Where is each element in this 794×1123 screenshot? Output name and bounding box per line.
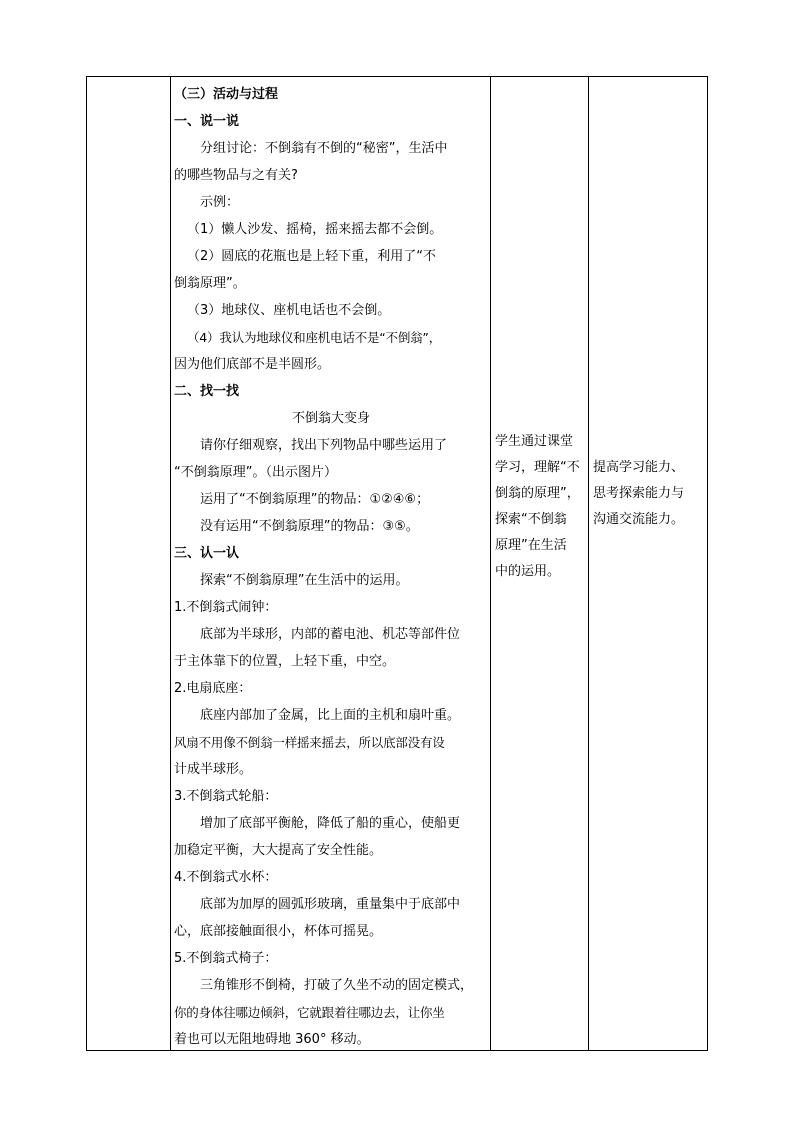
student-activity-line: 原理”在生活 xyxy=(495,538,567,553)
content-line: 2.电扇底座： xyxy=(174,681,252,696)
student-activity-line: 学习，理解“不 xyxy=(495,460,580,475)
content-line: 倒翁原理”。 xyxy=(174,276,246,291)
content-line: 示例： xyxy=(200,195,240,210)
content-line: 的哪些物品与之有关? xyxy=(174,168,298,183)
content-line: 探索“不倒翁原理”在生活中的运用。 xyxy=(200,573,409,588)
student-activity-line: 学生通过课堂 xyxy=(495,434,574,449)
content-line: 3.不倒翁式轮船： xyxy=(174,789,278,804)
content-line: 计成半球形。 xyxy=(174,762,253,777)
design-intent-line: 思考探索能力与 xyxy=(593,486,685,501)
student-activity-line: 中的运用。 xyxy=(495,564,561,579)
content-line: 底座内部加了金属，比上面的主机和扇叶重。 xyxy=(200,708,461,723)
content-line: 于主体靠下的位置，上轻下重，中空。 xyxy=(174,654,396,669)
content-line: 二、找一找 xyxy=(174,384,240,399)
content-line: 三角锥形不倒椅，打破了久坐不动的固定模式， xyxy=(200,978,474,993)
design-intent-column xyxy=(589,455,715,533)
content-line: 三、认一认 xyxy=(174,546,240,561)
content-line: 5.不倒翁式椅子： xyxy=(174,951,278,966)
content-line: 因为他们底部不是半圆形。 xyxy=(174,357,331,372)
content-line: “不倒翁原理”。（出示图片） xyxy=(174,465,337,480)
content-line: 着也可以无阻地碍地 360° 移动。 xyxy=(174,1032,370,1047)
content-line: 没有运用“不倒翁原理”的物品：③⑤。 xyxy=(200,519,419,534)
content-line: 心，底部接触面很小，杯体可摇晃。 xyxy=(174,924,383,939)
content-line: 分组讨论：不倒翁有不倒的“秘密”，生活中 xyxy=(200,141,448,156)
content-line: 底部为加厚的圆弧形玻璃，重量集中于底部中 xyxy=(200,897,461,912)
content-line: 一、说一说 xyxy=(174,114,240,129)
design-intent-line: 沟通交流能力。 xyxy=(593,512,685,527)
content-line: 1.不倒翁式闹钟： xyxy=(174,600,278,615)
empty-first-column xyxy=(87,77,170,1050)
content-line: 风扇不用像不倒翁一样摇来摇去，所以底部没有设 xyxy=(174,735,445,750)
content-line: （三）活动与过程 xyxy=(174,87,279,102)
content-line: 加稳定平衡，大大提高了安全性能。 xyxy=(174,843,383,858)
content-line: 增加了底部平衡舱，降低了船的重心，使船更 xyxy=(200,816,461,831)
content-line: （2）圆底的花瓶也是上轻下重，利用了“不 xyxy=(187,249,437,264)
content-line: 4.不倒翁式水杯： xyxy=(174,870,278,885)
content-line: （4）我认为地球仪和座机电话不是“不倒翁”， xyxy=(187,330,442,345)
content-line: （3）地球仪、座机电话也不会倒。 xyxy=(187,303,391,318)
lesson-table xyxy=(86,76,708,1051)
content-line: 运用了“不倒翁原理”的物品：①②④⑥； xyxy=(200,492,430,507)
content-line: 请你仔细观察，找出下列物品中哪些运用了 xyxy=(200,438,448,453)
content-line: 底部为半球形，内部的蓄电池、机芯等部件位 xyxy=(200,627,461,642)
content-line: （1）懒人沙发、摇椅，摇来摇去都不会倒。 xyxy=(187,222,443,237)
student-activity-line: 倒翁的原理”， xyxy=(495,486,580,501)
activity-process-column xyxy=(171,77,491,1050)
content-line: 不倒翁大变身 xyxy=(291,411,370,426)
design-intent-line: 提高学习能力、 xyxy=(593,460,685,475)
student-activity-column xyxy=(491,429,597,585)
content-line: 你的身体往哪边倾斜，它就跟着往哪边去，让你坐 xyxy=(174,1005,445,1020)
student-activity-line: 探索“不倒翁 xyxy=(495,512,567,527)
